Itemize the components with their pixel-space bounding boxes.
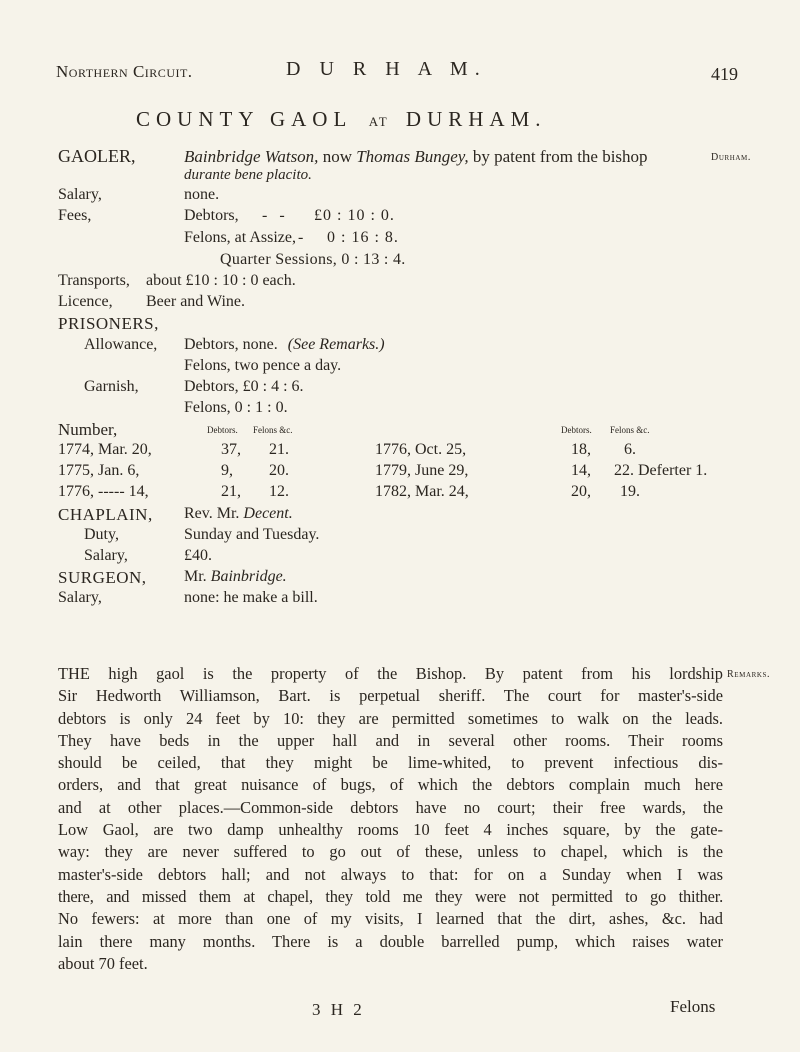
signature-mark: 3 H 2 (312, 1000, 365, 1019)
fees-debtors-dashes: - - (262, 207, 289, 224)
col-felons-left: Felons &c. (253, 425, 293, 435)
allowance-debtors-text: Debtors, none. (184, 336, 278, 353)
table-row-left-felons: 12. (269, 483, 289, 500)
chaplain-duty-label: Duty, (84, 526, 119, 543)
surgeon-salary-label: Salary, (58, 589, 102, 606)
table-row-right-date: 1782, Mar. 24, (375, 483, 469, 500)
table-row-left-debtors: 9, (221, 462, 233, 479)
fees-felons-label: Felons, at Assize, (184, 229, 296, 246)
remarks-line: master's-side debtors hall; and not always to that: for on a Sunday when I was (58, 864, 723, 884)
remarks-line: orders, and that great nuisance of bugs, of which the debtors complain much here (58, 775, 723, 795)
table-row-left-debtors: 37, (221, 441, 241, 458)
surgeon-name-italic: Bainbridge. (210, 568, 287, 585)
margin-note-remarks: Remarks. (727, 669, 771, 680)
remarks-line: lain there many months. There is a double barrelled pump, which raises water (58, 931, 723, 951)
garnish-felons: Felons, 0 : 1 : 0. (184, 399, 288, 416)
col-felons-right: Felons &c. (610, 425, 650, 435)
allowance-label: Allowance, (84, 336, 158, 353)
remarks-line: should be ceiled, that they might be lime-whited, to prevent infectious dis- (58, 753, 723, 773)
remarks-line: and at other places.—Common-side debtors have no court; their free wards, the (58, 797, 723, 817)
remarks-line: there, and missed them at chapel, they told me they were not permitted to go thither. (58, 886, 723, 906)
remarks-line: THE high gaol is the property of the Bishop. By patent from his lordship (58, 664, 723, 683)
prisoners-label: PRISONERS, (58, 314, 159, 333)
table-row-right-debtors: 18, (571, 441, 591, 458)
garnish-label: Garnish, (84, 378, 139, 395)
chaplain-salary: £40. (184, 547, 212, 564)
table-row-left-debtors: 21, (221, 483, 241, 500)
remarks-line: debtors is only 24 feet by 10: they are permitted sometimes to walk on the leads. (58, 708, 723, 728)
allowance-note: (See Remarks.) (287, 336, 385, 353)
running-head-county: D U R H A M. (286, 58, 487, 80)
remarks-line: Low Gaol, are two damp unhealthy rooms 10 feet 4 inches square, by the gate- (58, 820, 723, 840)
chaplain-name-prefix: Rev. Mr. (184, 505, 240, 522)
gaoler-name-b: Thomas Bungey, (356, 147, 469, 166)
table-row-left-date: 1776, ----- 14, (58, 483, 149, 500)
gaoler-label: GAOLER, (58, 146, 136, 166)
chaplain-label: CHAPLAIN, (58, 505, 153, 524)
table-row-right-felons: 22. Deferter 1. (614, 462, 708, 479)
fees-felons-value: 0 : 16 : 8. (327, 229, 399, 246)
surgeon-salary: none: he make a bill. (184, 589, 318, 606)
table-row-left-felons: 21. (269, 441, 289, 458)
fees-quarter-sessions: Quarter Sessions, 0 : 13 : 4. (220, 251, 406, 268)
fees-debtors-label: Debtors, (184, 207, 239, 224)
gaoler-name-a: Bainbridge Watson, (184, 147, 319, 166)
fees-felons-dash: - (298, 229, 304, 246)
gaoler-rest: by patent from the bishop (472, 147, 648, 166)
chaplain-salary-label: Salary, (84, 547, 128, 564)
running-head-circuit: Northern Circuit. (56, 62, 193, 81)
number-label: Number, (58, 420, 118, 439)
allowance-debtors (184, 336, 385, 354)
licence-value: Beer and Wine. (146, 293, 246, 310)
transports-label: Transports, (58, 272, 130, 289)
salary-value: none. (184, 186, 220, 203)
table-row-right-date: 1779, June 29, (375, 462, 469, 479)
page-number: 419 (711, 64, 738, 84)
table-row-right-felons: 19. (620, 483, 640, 500)
page-title (136, 107, 547, 132)
surgeon-label: SURGEON, (58, 568, 147, 587)
table-row-right-debtors: 14, (571, 462, 591, 479)
chaplain-name (184, 505, 293, 523)
fees-debtors-value: £0 : 10 : 0. (314, 207, 395, 224)
allowance-felons: Felons, two pence a day. (184, 357, 342, 374)
salary-label: Salary, (58, 186, 102, 203)
gaoler-tenure: durante bene placito. (184, 167, 312, 183)
remarks-line: Sir Hedworth Williamson, Bart. is perpetual sheriff. The court for master's-side (58, 686, 723, 706)
catchword: Felons (670, 997, 716, 1016)
table-row-right-felons: 6. (624, 441, 636, 458)
transports-value: about £10 : 10 : 0 each. (146, 272, 296, 289)
surgeon-name (184, 568, 287, 586)
table-row-left-date: 1775, Jan. 6, (58, 462, 140, 479)
col-debtors-left: Debtors. (207, 425, 238, 435)
margin-note-durham: Durham. (711, 152, 751, 163)
garnish-debtors: Debtors, £0 : 4 : 6. (184, 378, 304, 395)
licence-label: Licence, (58, 293, 113, 310)
title-part-at: AT (368, 114, 389, 129)
title-part-a: COUNTY GAOL (136, 107, 352, 131)
remarks-line: They have beds in the upper hall and in several other rooms. Their rooms (58, 730, 723, 750)
remarks-body (58, 663, 723, 975)
table-row-left-date: 1774, Mar. 20, (58, 441, 152, 458)
col-debtors-right: Debtors. (561, 425, 592, 435)
chaplain-duty: Sunday and Tuesday. (184, 526, 320, 543)
fees-label: Fees, (58, 207, 92, 224)
table-row-left-felons: 20. (269, 462, 289, 479)
remarks-line: about 70 feet. (58, 953, 148, 973)
gaoler-now: now (322, 147, 352, 166)
table-row-right-debtors: 20, (571, 483, 591, 500)
chaplain-name-italic: Decent. (243, 505, 293, 522)
title-part-b: DURHAM. (405, 107, 547, 131)
gaoler-line (184, 147, 648, 167)
surgeon-name-prefix: Mr. (184, 568, 207, 585)
table-row-right-date: 1776, Oct. 25, (375, 441, 467, 458)
remarks-line: No fewers: at more than one of my visits, I learned that the dirt, ashes, &c. had (58, 909, 723, 929)
remarks-line: way: they are never suffered to go out of these, unless to chapel, which is the (58, 842, 723, 862)
